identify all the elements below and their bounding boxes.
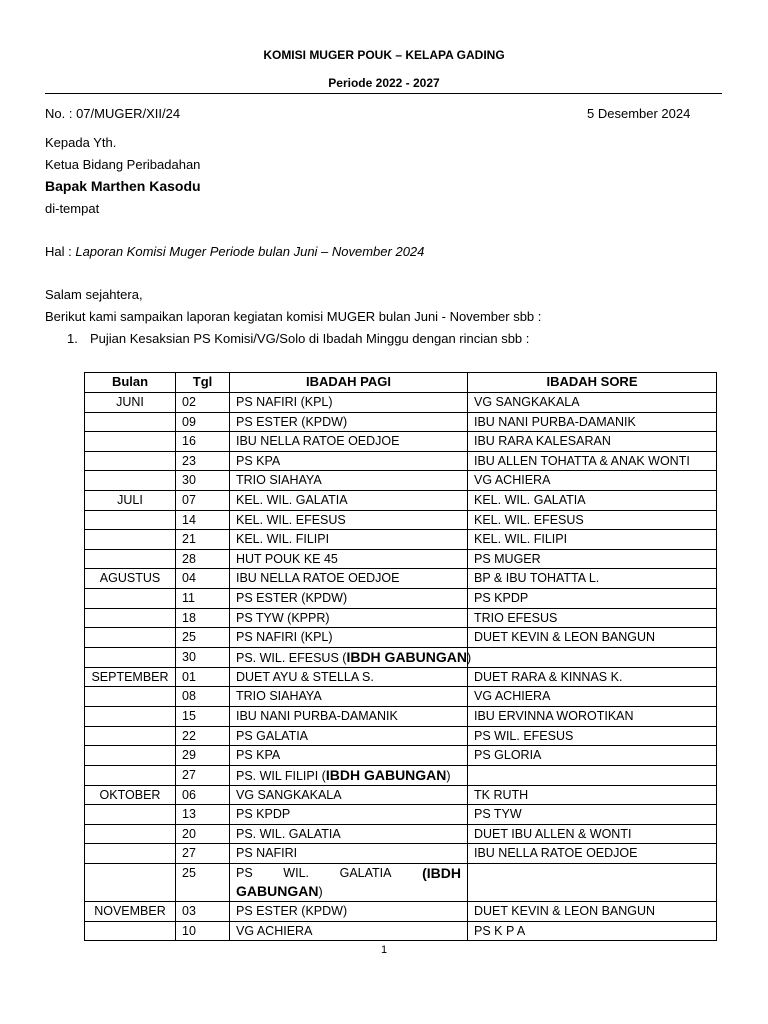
intro-paragraph: Berikut kami sampaikan laporan kegiatan komisi MUGER bulan Juni - November sbb : (45, 309, 542, 324)
table-row (85, 451, 717, 471)
table-row (85, 647, 717, 667)
cell-text-pre: PS. WIL. EFESUS ( (236, 650, 347, 665)
addressee-line2: Ketua Bidang Peribadahan (45, 157, 201, 172)
cell-ibadah-sore: IBU ALLEN TOHATTA & ANAK WONTI (468, 451, 717, 471)
cell-ibadah-pagi: PS NAFIRI (KPL) (230, 393, 468, 413)
recipient-name: Bapak Marthen Kasodu (45, 178, 201, 194)
table-row (85, 864, 717, 902)
cell-tgl: 21 (176, 530, 230, 550)
table-row (85, 608, 717, 628)
cell-tgl: 06 (176, 785, 230, 805)
table-row (85, 510, 717, 530)
cell-tgl: 29 (176, 746, 230, 766)
letter-date: 5 Desember 2024 (587, 106, 691, 121)
cell-tgl: 15 (176, 706, 230, 726)
cell-bulan (85, 549, 176, 569)
cell-ibadah-pagi: TRIO SIAHAYA (230, 471, 468, 491)
table-row (85, 687, 717, 707)
cell-ibadah-pagi: PS ESTER (KPDW) (230, 902, 468, 922)
cell-ibadah-sore: KEL. WIL. FILIPI (468, 530, 717, 550)
header-bulan: Bulan (85, 373, 176, 393)
header-divider (45, 93, 722, 94)
cell-ibadah-sore: VG ACHIERA (468, 471, 717, 491)
cell-bulan: AGUSTUS (85, 569, 176, 589)
cell-word: (IBDH (422, 865, 461, 882)
table-row (85, 588, 717, 608)
cell-tgl: 03 (176, 902, 230, 922)
cell-ibadah-pagi (230, 647, 472, 667)
addressee-line1: Kepada Yth. (45, 135, 117, 150)
cell-bulan: NOVEMBER (85, 902, 176, 922)
cell-ibadah-sore: PS KPDP (468, 588, 717, 608)
cell-tgl: 13 (176, 805, 230, 825)
schedule-table (84, 372, 717, 941)
table-row (85, 824, 717, 844)
cell-bulan (85, 746, 176, 766)
cell-ibadah-pagi: KEL. WIL. GALATIA (230, 490, 468, 510)
cell-tgl: 20 (176, 824, 230, 844)
letter-number: No. : 07/MUGER/XII/24 (45, 106, 181, 121)
cell-bulan: OKTOBER (85, 785, 176, 805)
cell-bulan (85, 687, 176, 707)
cell-bulan (85, 765, 176, 785)
cell-ibadah-pagi: PS ESTER (KPDW) (230, 588, 468, 608)
table-header-row (85, 373, 717, 393)
cell-ibadah-pagi: PS KPA (230, 746, 468, 766)
table-row (85, 902, 717, 922)
cell-ibadah-sore: DUET IBU ALLEN & WONTI (468, 824, 717, 844)
cell-bulan: JULI (85, 490, 176, 510)
cell-bulan (85, 608, 176, 628)
table-row (85, 844, 717, 864)
table-row (85, 530, 717, 550)
cell-bulan (85, 805, 176, 825)
header-tgl: Tgl (176, 373, 230, 393)
cell-bulan (85, 510, 176, 530)
cell-ibadah-sore: DUET RARA & KINNAS K. (468, 667, 717, 687)
cell-word: GALATIA (339, 866, 392, 881)
cell-ibadah-pagi: PS. WIL. GALATIA (230, 824, 468, 844)
cell-ibadah-pagi (230, 765, 468, 785)
cell-ibadah-pagi: KEL. WIL. EFESUS (230, 510, 468, 530)
cell-word: WIL. (283, 866, 309, 881)
cell-bulan (85, 471, 176, 491)
cell-ibadah-sore: DUET KEVIN & LEON BANGUN (468, 628, 717, 648)
cell-ibadah-sore: PS GLORIA (468, 746, 717, 766)
cell-bold-text: IBDH GABUNGAN (325, 766, 447, 783)
table-row (85, 393, 717, 413)
cell-text-pre: PS. WIL FILIPI ( (236, 768, 326, 783)
page-number: 1 (380, 944, 388, 956)
cell-bulan (85, 824, 176, 844)
cell-ibadah-pagi: TRIO SIAHAYA (230, 687, 468, 707)
document-title: KOMISI MUGER POUK – KELAPA GADING (263, 48, 505, 62)
cell-bulan: SEPTEMBER (85, 667, 176, 687)
cell-tgl: 09 (176, 412, 230, 432)
cell-ibadah-pagi: VG SANGKAKALA (230, 785, 468, 805)
cell-bulan (85, 628, 176, 648)
cell-ibadah-sore: TK RUTH (468, 785, 717, 805)
cell-tgl: 30 (176, 647, 230, 667)
cell-bulan (85, 706, 176, 726)
cell-ibadah-pagi: PS GALATIA (230, 726, 468, 746)
subject-line (45, 244, 424, 259)
cell-ibadah-pagi: HUT POUK KE 45 (230, 549, 468, 569)
subject-text: Laporan Komisi Muger Periode bulan Juni – November 2024 (75, 244, 425, 259)
subject-label: Hal : (45, 244, 76, 259)
table-row (85, 628, 717, 648)
table-row (85, 765, 717, 785)
document-period: Periode 2022 - 2027 (328, 76, 440, 90)
cell-line-2 (236, 882, 461, 901)
cell-ibadah-pagi: PS KPDP (230, 805, 468, 825)
cell-bulan (85, 647, 176, 667)
cell-ibadah-pagi: PS ESTER (KPDW) (230, 412, 468, 432)
cell-ibadah-sore: KEL. WIL. EFESUS (468, 510, 717, 530)
cell-text-post: ) (467, 650, 472, 665)
list-item-text: Pujian Kesaksian PS Komisi/VG/Solo di Ibadah Minggu dengan rincian sbb : (90, 331, 530, 346)
cell-bulan (85, 921, 176, 941)
cell-tgl: 14 (176, 510, 230, 530)
cell-bulan (85, 530, 176, 550)
list-item-number: 1. (67, 331, 78, 346)
cell-ibadah-sore: KEL. WIL. GALATIA (468, 490, 717, 510)
cell-ibadah-sore: VG SANGKAKALA (468, 393, 717, 413)
cell-tgl: 28 (176, 549, 230, 569)
cell-tgl: 27 (176, 765, 230, 785)
table-row (85, 569, 717, 589)
cell-bulan (85, 412, 176, 432)
table-row (85, 746, 717, 766)
cell-bulan (85, 844, 176, 864)
cell-bold-text: IBDH GABUNGAN (346, 648, 467, 665)
cell-tgl: 07 (176, 490, 230, 510)
cell-ibadah-sore (468, 647, 717, 667)
cell-bulan (85, 588, 176, 608)
cell-tgl: 27 (176, 844, 230, 864)
cell-ibadah-pagi: PS KPA (230, 451, 468, 471)
schedule-body (85, 393, 717, 941)
cell-bold-text: GABUNGAN (236, 883, 319, 900)
greeting: Salam sejahtera, (45, 287, 143, 302)
cell-bulan (85, 726, 176, 746)
recipient-place: di-tempat (45, 201, 100, 216)
cell-ibadah-pagi: PS NAFIRI (KPL) (230, 628, 468, 648)
cell-word: PS (236, 866, 253, 881)
cell-ibadah-sore: IBU ERVINNA WOROTIKAN (468, 706, 717, 726)
table-row (85, 549, 717, 569)
table-row (85, 471, 717, 491)
cell-ibadah-sore: VG ACHIERA (468, 687, 717, 707)
cell-tgl: 23 (176, 451, 230, 471)
cell-tgl: 18 (176, 608, 230, 628)
cell-ibadah-pagi: VG ACHIERA (230, 921, 468, 941)
cell-tgl: 02 (176, 393, 230, 413)
cell-ibadah-sore: PS WIL. EFESUS (468, 726, 717, 746)
cell-line-1 (236, 864, 461, 882)
cell-ibadah-pagi: PS NAFIRI (230, 844, 468, 864)
cell-tgl: 30 (176, 471, 230, 491)
cell-ibadah-pagi (230, 864, 468, 902)
cell-ibadah-sore: PS TYW (468, 805, 717, 825)
cell-ibadah-sore: TRIO EFESUS (468, 608, 717, 628)
cell-ibadah-sore (468, 864, 717, 902)
table-row (85, 805, 717, 825)
cell-bulan (85, 451, 176, 471)
table-row (85, 921, 717, 941)
table-row (85, 412, 717, 432)
cell-tgl: 10 (176, 921, 230, 941)
cell-ibadah-pagi: IBU NANI PURBA-DAMANIK (230, 706, 468, 726)
cell-tgl: 25 (176, 864, 230, 902)
cell-tgl: 04 (176, 569, 230, 589)
cell-ibadah-sore: IBU NELLA RATOE OEDJOE (468, 844, 717, 864)
cell-ibadah-sore: IBU NANI PURBA-DAMANIK (468, 412, 717, 432)
table-row (85, 706, 717, 726)
cell-bulan: JUNI (85, 393, 176, 413)
cell-ibadah-sore: DUET KEVIN & LEON BANGUN (468, 902, 717, 922)
cell-tgl: 01 (176, 667, 230, 687)
cell-ibadah-sore: PS K P A (468, 921, 717, 941)
cell-tgl: 08 (176, 687, 230, 707)
cell-bulan (85, 432, 176, 452)
table-row (85, 785, 717, 805)
cell-ibadah-sore: BP & IBU TOHATTA L. (468, 569, 717, 589)
table-row (85, 432, 717, 452)
cell-ibadah-sore (468, 765, 717, 785)
table-row (85, 490, 717, 510)
cell-text-post: ) (318, 885, 323, 900)
header-ibadah-sore: IBADAH SORE (468, 373, 717, 393)
table-row (85, 667, 717, 687)
table-row (85, 726, 717, 746)
cell-ibadah-pagi: IBU NELLA RATOE OEDJOE (230, 432, 468, 452)
header-ibadah-pagi: IBADAH PAGI (230, 373, 468, 393)
cell-tgl: 22 (176, 726, 230, 746)
cell-ibadah-pagi: PS TYW (KPPR) (230, 608, 468, 628)
cell-bulan (85, 864, 176, 902)
cell-text-post: ) (446, 768, 451, 783)
cell-tgl: 16 (176, 432, 230, 452)
cell-tgl: 11 (176, 588, 230, 608)
cell-ibadah-pagi: KEL. WIL. FILIPI (230, 530, 468, 550)
cell-tgl: 25 (176, 628, 230, 648)
cell-ibadah-sore: IBU RARA KALESARAN (468, 432, 717, 452)
cell-ibadah-pagi: DUET AYU & STELLA S. (230, 667, 468, 687)
cell-ibadah-sore: PS MUGER (468, 549, 717, 569)
cell-ibadah-pagi: IBU NELLA RATOE OEDJOE (230, 569, 468, 589)
